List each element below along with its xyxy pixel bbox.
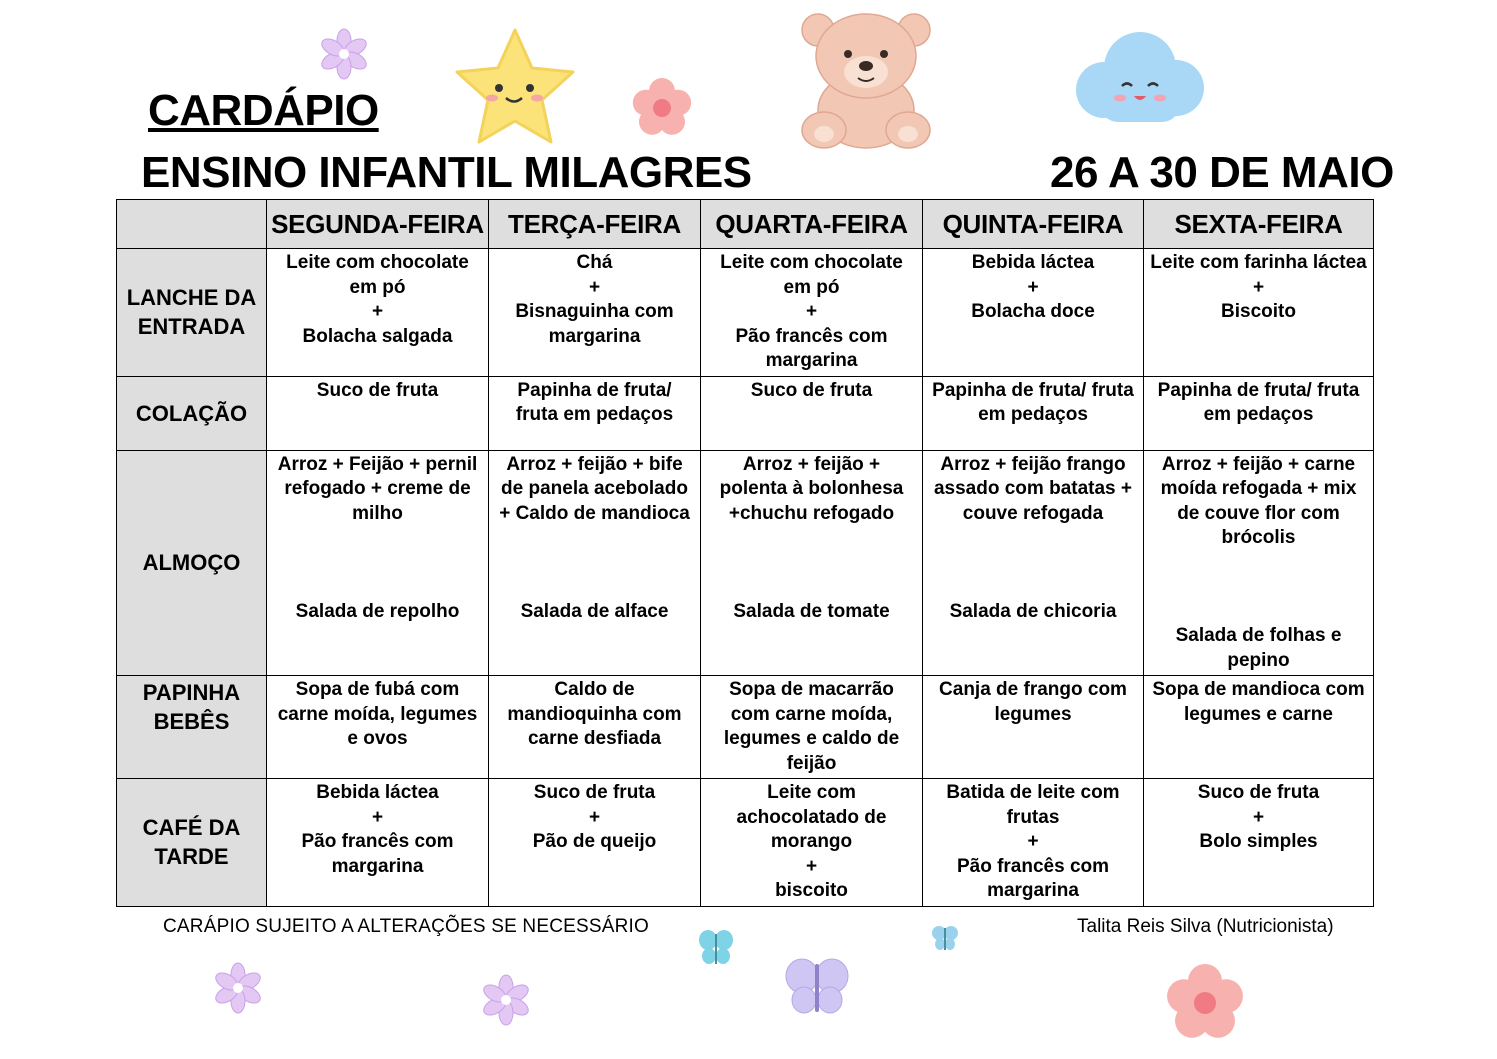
pink-flower-icon [630,76,694,140]
disclaimer-note: CARÁPIO SUJEITO A ALTERAÇÕES SE NECESSÁRIO [163,916,650,937]
menu-cell: Sopa de macarrão com carne moída, legumes e caldo de feijão [701,676,923,779]
meal-label: ALMOÇO [117,450,267,676]
meal-row-cafe-da-tarde [117,779,1374,907]
menu-cell: Arroz + feijão frango assado com batatas + couve refogada Salada de chicoria [923,450,1144,676]
butterfly-icon [697,928,735,968]
cloud-icon [1070,28,1208,128]
menu-cell: Suco de fruta [267,376,489,450]
menu-cell: Sopa de fubá com carne moída, legumes e ovos [267,676,489,779]
day-header: TERÇA-FEIRA [489,200,701,249]
day-header: SEXTA-FEIRA [1144,200,1374,249]
date-range: 26 A 30 DE MAIO [1050,148,1394,197]
butterfly-icon [930,924,960,952]
meal-label: COLAÇÃO [117,376,267,450]
menu-cell: Arroz + feijão + bife de panela acebolado + Caldo de mandioca Salada de alface [489,450,701,676]
menu-cell: Leite com chocolate em pó + Bolacha salgada [267,249,489,377]
day-header: SEGUNDA-FEIRA [267,200,489,249]
lilac-flower-icon [212,962,264,1014]
day-header: QUINTA-FEIRA [923,200,1144,249]
meal-label: CAFÉ DA TARDE [117,779,267,907]
pink-flower-icon [1162,960,1248,1046]
menu-cell: Bebida láctea + Bolacha doce [923,249,1144,377]
menu-cell: Caldo de mandioquinha com carne desfiada [489,676,701,779]
menu-table [116,199,1374,907]
school-name: ENSINO INFANTIL MILAGRES [141,148,752,197]
lilac-flower-icon [318,28,370,80]
star-icon [452,26,578,148]
menu-cell: Leite com achocolatado de morango + biscoito [701,779,923,907]
teddy-bear-icon [796,6,936,152]
meal-row-colacao [117,376,1374,450]
meal-label: LANCHE DA ENTRADA [117,249,267,377]
menu-cell: Papinha de fruta/ fruta em pedaços [489,376,701,450]
menu-cell: Chá + Bisnaguinha com margarina [489,249,701,377]
page-title: CARDÁPIO [148,86,379,135]
menu-cell: Arroz + feijão + carne moída refogada + mix de couve flor com brócolis Salada de folhas e pepino [1144,450,1374,676]
menu-cell: Arroz + feijão + polenta à bolonhesa +chuchu refogado Salada de tomate [701,450,923,676]
menu-cell: Leite com farinha láctea + Biscoito [1144,249,1374,377]
header-row [117,200,1374,249]
meal-row-almoco [117,450,1374,676]
menu-cell: Papinha de fruta/ fruta em pedaços [923,376,1144,450]
menu-cell: Suco de fruta + Bolo simples [1144,779,1374,907]
meal-row-papinha-bebes [117,676,1374,779]
menu-cell: Papinha de fruta/ fruta em pedaços [1144,376,1374,450]
menu-cell: Arroz + Feijão + pernil refogado + creme de milho Salada de repolho [267,450,489,676]
menu-cell: Suco de fruta + Pão de queijo [489,779,701,907]
meal-label: PAPINHA BEBÊS [117,676,267,779]
meal-row-lanche-da-entrada [117,249,1374,377]
nutritionist-signature: Talita Reis Silva (Nutricionista) [1077,916,1334,937]
menu-cell: Sopa de mandioca com legumes e carne [1144,676,1374,779]
menu-cell: Bebida láctea + Pão francês com margarina [267,779,489,907]
butterfly-icon [784,956,850,1018]
lilac-flower-icon [480,974,532,1026]
menu-cell: Suco de fruta [701,376,923,450]
menu-cell: Batida de leite com frutas + Pão francês com margarina [923,779,1144,907]
menu-cell: Canja de frango com legumes [923,676,1144,779]
menu-cell: Leite com chocolate em pó + Pão francês com margarina [701,249,923,377]
day-header: QUARTA-FEIRA [701,200,923,249]
corner-cell [117,200,267,249]
